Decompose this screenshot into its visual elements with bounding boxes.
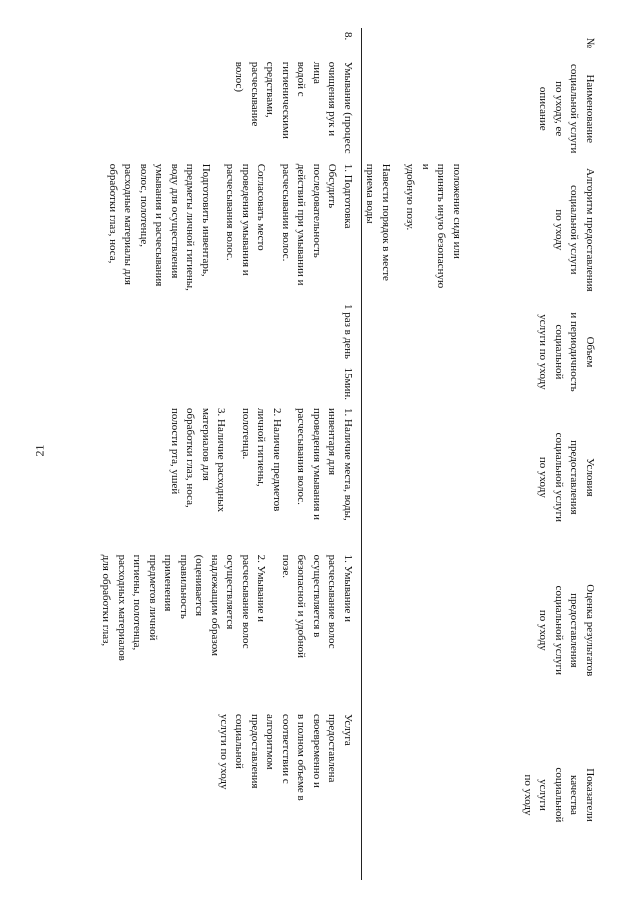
continuation-row: [362, 28, 468, 880]
header-num: №: [584, 37, 596, 49]
social-care-table: [98, 28, 600, 880]
table-header-row: [467, 28, 600, 880]
row-separator: [358, 28, 362, 880]
algorithm-continuation: положение сидя или принять иную безопасную и удобную позу. Навести порядок в месте приема воды: [364, 163, 463, 289]
header-algorithm: Алгоритм предоставления социальной услуги по уходу: [553, 168, 596, 292]
volume-row: [340, 304, 356, 400]
row-number: 8.: [342, 32, 354, 41]
header-evaluation: Оценка результатов предоставления социальной услуги по уходу: [537, 584, 596, 677]
header-indicators: Показатели качества социальной услуги по уходу: [522, 767, 596, 823]
service-conditions: 1. Наличие места, воды, инвентаря для проведения умывания и расчесывания волос. 2. Наличие предметов личной гигиены, полотенца. 3. Наличие расходных материалов для обработки глаз, носа, полости рта, ушей: [169, 408, 354, 521]
service-algorithm: 1. Подготовка Обсудить последовательность действий при умывании и расчесывании волос. Согласовать место проведения умывания и расчесывания волос. Подготовить инвентарь, предметы личной гигиены, воду для осуществления умывания и расчесывания волос, полотенце, расходные материалы для обработки глаз, носа,: [107, 163, 354, 291]
page-number: 21: [32, 444, 47, 457]
volume-duration: 15мин.: [342, 367, 354, 401]
header-volume: Объем и периодичность социальной услуги по уходу: [537, 312, 596, 392]
header-name: Наименование социальной услуги по уходу, ее описание: [537, 64, 596, 154]
volume-frequency: 1 раз в день: [342, 303, 354, 359]
service-evaluation: 1. Умывание и расчесывание волос осуществляется в безопасной и удобной позе. 2. Умывание и расчесывание волос осуществляется надлежащим образом (оценивается правильность применения предметов личной гигиены, полотенца, расходных материалов для обработки глаз,: [100, 554, 354, 661]
table-row: [98, 28, 358, 880]
service-volume: [98, 300, 358, 404]
header-conditions: Условия предоставления социальной услуги по уходу: [537, 432, 596, 523]
service-name: Умывание (процесс очищения рук и лица водой с гигиеническими средствами, расчесывание волос): [233, 61, 354, 154]
service-indicators: Услуга предоставлена своевременно и в полном объеме в соответствии с алгоритмом предоставления социальной услуги по уходу: [218, 713, 354, 801]
rotated-page: [100, 28, 600, 880]
